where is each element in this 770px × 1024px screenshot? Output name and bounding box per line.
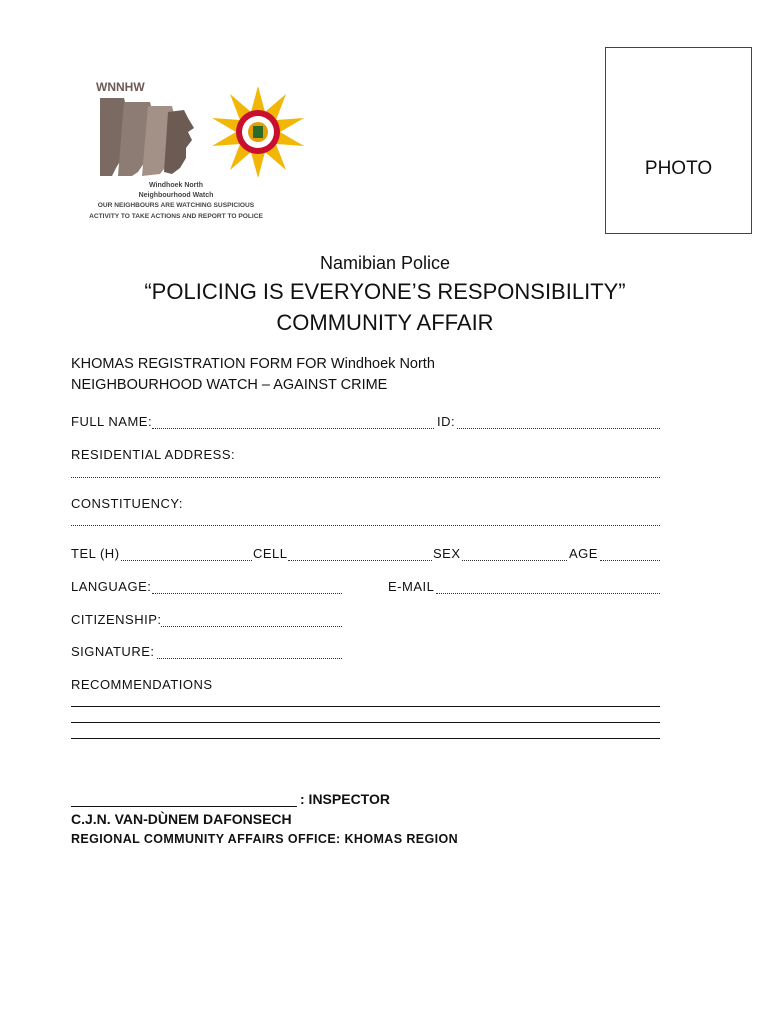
sex-field[interactable] [462,560,567,561]
citizenship-label: CITIZENSHIP: [71,612,162,627]
form-title-line1: KHOMAS REGISTRATION FORM FOR Windhoek North [71,356,435,372]
constituency-label: CONSTITUENCY: [71,496,183,511]
recommendations-line-1[interactable] [71,706,660,707]
logo-caption-1: Windhoek North [149,182,203,189]
tel-field[interactable] [121,560,252,561]
sex-label: SEX [433,546,461,561]
recommendations-label: RECOMMENDATIONS [71,677,213,692]
org-name: Namibian Police [319,253,451,273]
constituency-field[interactable] [71,525,660,526]
logo-caption-3: OUR NEIGHBOURS ARE WATCHING SUSPICIOUS [97,202,255,209]
photo-label: PHOTO [644,158,713,179]
language-field[interactable] [152,593,342,594]
citizenship-field[interactable] [161,626,342,627]
residential-address-field[interactable] [71,477,660,478]
faces-silhouette-icon [100,98,194,176]
logo-wordmark: WNNHW [96,80,145,94]
residential-address-label: RESIDENTIAL ADDRESS: [71,447,236,462]
id-label: ID: [437,414,456,429]
signature-label: SIGNATURE: [71,644,155,659]
email-field[interactable] [436,593,660,594]
inspector-label: : INSPECTOR [300,791,390,807]
cell-label: CELL [253,546,288,561]
recommendations-line-2[interactable] [71,722,660,723]
language-label: LANGUAGE: [71,579,152,594]
signature-field[interactable] [157,658,342,659]
logo-area [72,76,322,222]
inspector-name: C.J.N. VAN-DÙNEM DAFONSECH [71,811,292,827]
age-field[interactable] [600,560,660,561]
police-star-badge-icon [212,86,304,178]
cell-field[interactable] [288,560,432,561]
logo-graphic [72,76,322,222]
form-title-line2: NEIGHBOURHOOD WATCH – AGAINST CRIME [71,377,388,393]
slogan: “POLICING IS EVERYONE’S RESPONSIBILITY” [144,279,626,304]
photo-box [605,47,752,234]
full-name-field[interactable] [152,428,434,429]
logo-caption-4: ACTIVITY TO TAKE ACTIONS AND REPORT TO POLICE [89,213,263,220]
id-field[interactable] [457,428,660,429]
logo-caption-2: Neighbourhood Watch [138,192,214,199]
recommendations-line-3[interactable] [71,738,660,739]
page-subtitle: COMMUNITY AFFAIR [276,310,494,335]
office-name: REGIONAL COMMUNITY AFFAIRS OFFICE: KHOMAS REGION [71,832,459,846]
full-name-label: FULL NAME: [71,414,153,429]
email-label: E-MAIL [388,579,435,594]
age-label: AGE [569,546,598,561]
inspector-signature-line[interactable] [71,806,297,807]
tel-label: TEL (H) [71,546,120,561]
